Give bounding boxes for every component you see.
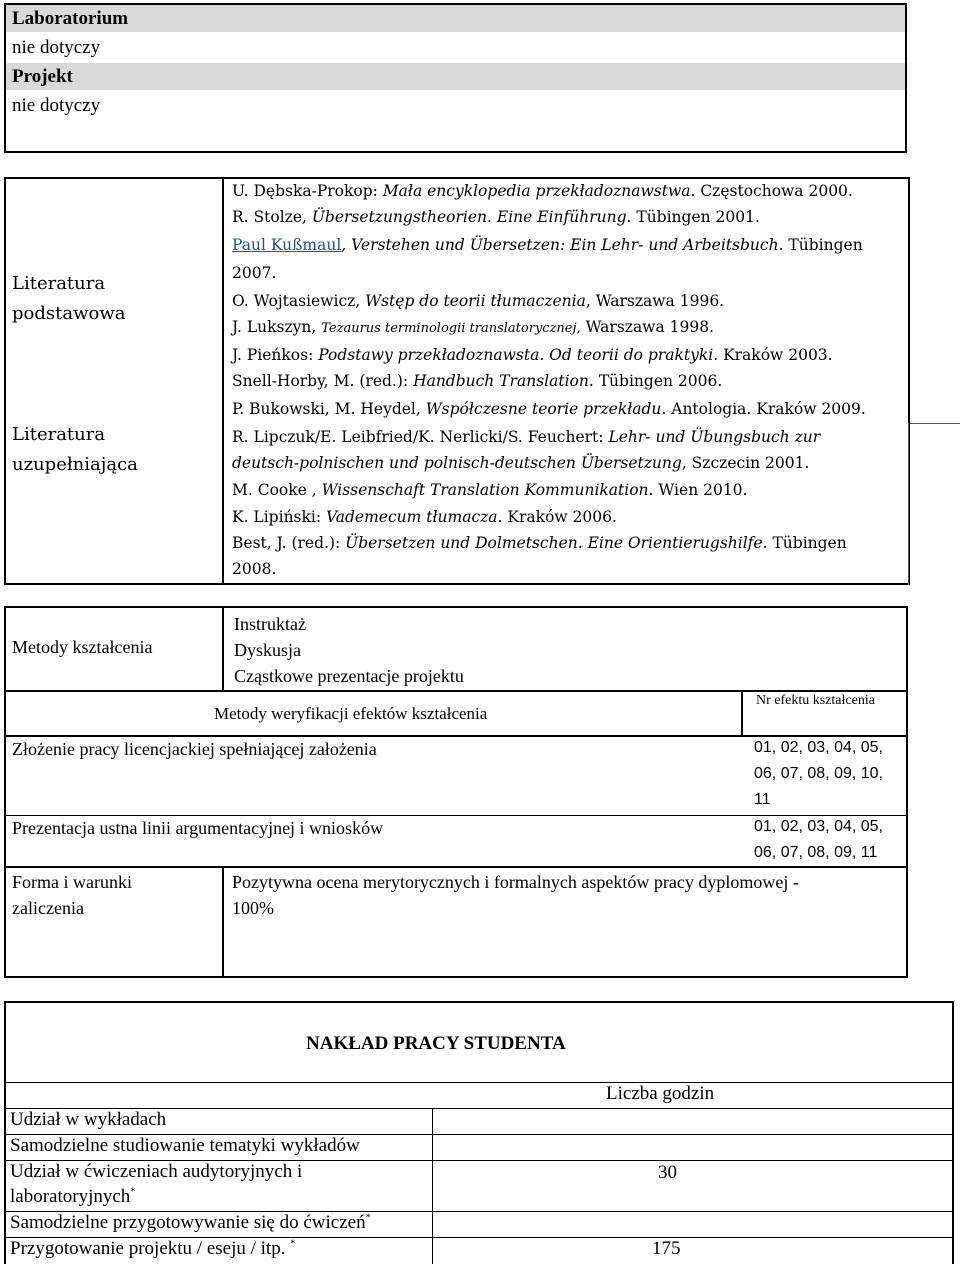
workload-row-label — [10, 1186, 135, 1208]
entry-author: Best, J. (red.): — [232, 534, 346, 552]
entry-author: J. Lukszyn, — [232, 318, 322, 336]
form-value-1: Pozytywna ocena merytorycznych i formalnych aspektów pracy dyplomowej - — [232, 872, 799, 892]
entry-author: R. Lipczuk/E. Leibfried/K. Nerlicki/S. Feuchert: — [232, 428, 609, 446]
entry-title: , Verstehen und Übersetzen: Ein Lehr- und Arbeitsbuch — [341, 236, 779, 254]
basic-entry-continued — [232, 260, 276, 286]
entry-title: Lehr- und Übungsbuch zur — [608, 428, 821, 446]
basic-entry — [232, 178, 853, 204]
entry-title: Podstawy przekładoznawsta. Od teorii do praktyki — [318, 346, 714, 364]
basic-label-1: Literatura — [12, 273, 106, 294]
entry-rest: . Częstochowa 2000. — [690, 182, 853, 200]
entry-author: U. Dębska-Prokop: — [232, 182, 383, 200]
supp-entry — [232, 530, 847, 556]
row-label-text: laboratoryjnych — [10, 1186, 131, 1207]
entry-rest: 2008. — [232, 560, 277, 578]
supp-label-1: Literatura — [12, 424, 106, 445]
method-item: Cząstkowe prezentacje projektu — [234, 666, 464, 686]
form-value-2: 100% — [232, 898, 274, 918]
verification-method: Złożenie pracy licencjackiej spełniającej założenia — [12, 739, 377, 759]
entry-title: Współczesne teorie przekładu — [425, 400, 662, 418]
basic-entry — [232, 342, 833, 368]
hours-header: Liczba godzin — [606, 1083, 715, 1104]
literature-outer-line — [910, 423, 960, 424]
entry-author: O. Wojtasiewicz, — [232, 292, 366, 310]
entry-rest: . Tübingen — [778, 236, 863, 254]
entry-title: Wstęp do teorii tłumaczenia — [365, 292, 586, 310]
workload-row-label — [10, 1135, 360, 1157]
entry-author: P. Bukowski, M. Heydel, — [232, 400, 426, 418]
workload-row-label — [10, 1212, 371, 1234]
row-label-text: Przygotowanie projektu / eseju / itp. — [10, 1238, 291, 1259]
verification-header: Metody weryfikacji efektów kształcenia — [214, 704, 488, 723]
supp-entry-continued — [232, 556, 276, 582]
form-label-1: Forma i warunki — [12, 872, 132, 892]
entry-title: deutsch-polnischen und polnisch-deutschen Übersetzung — [232, 454, 682, 472]
workload-table-top — [6, 1082, 954, 1083]
row-label-text: Udział w ćwiczeniach audytoryjnych i — [10, 1161, 303, 1182]
row-label-text: Samodzielne studiowanie tematyki wykładów — [10, 1135, 360, 1156]
entry-author: Snell-Horby, M. (red.): — [232, 372, 414, 390]
supp-label-2: uzupełniająca — [12, 454, 138, 475]
basic-entry — [232, 232, 863, 258]
workload-row-label — [10, 1238, 295, 1260]
row-label-text: Udział w wykładach — [10, 1109, 167, 1130]
project-header: Projekt — [12, 66, 73, 87]
basic-entry — [232, 368, 722, 394]
methods-bottom-line — [4, 690, 908, 692]
entry-rest: . Wien 2010. — [648, 481, 748, 499]
form-divider — [222, 866, 224, 978]
form-label-2: zaliczenia — [12, 898, 84, 918]
entry-author: R. Stolze, — [232, 208, 312, 226]
basic-entry — [232, 288, 724, 314]
entry-author: J. Pieńkos: — [232, 346, 319, 364]
effect-no-divider — [741, 690, 743, 737]
project-header-bg — [6, 63, 905, 90]
lab-header: Laboratorium — [12, 8, 129, 29]
basic-entry — [232, 314, 714, 340]
supp-entry-continued — [232, 450, 809, 476]
methods-divider — [222, 606, 224, 691]
entry-rest: Warszawa 1998. — [580, 318, 714, 336]
kussmaul-link[interactable]: Paul Kußmaul — [232, 236, 342, 254]
entry-rest: . Kraków 2006. — [497, 508, 617, 526]
literature-column-divider — [222, 177, 224, 585]
entry-title: Mała encyklopedia przekładoznawstwa — [382, 182, 691, 200]
workload-hours: 30 — [658, 1162, 677, 1183]
entry-rest: . Tübingen 2006. — [588, 372, 723, 390]
footnote-star: * — [365, 1212, 371, 1224]
entry-author: M. Cooke , — [232, 481, 322, 499]
form-top-line — [4, 866, 908, 868]
method-item: Dyskusja — [234, 640, 301, 660]
entry-rest: 2007. — [232, 264, 277, 282]
entry-rest: . Tübingen — [762, 534, 847, 552]
footnote-star: * — [290, 1238, 296, 1250]
effect-numbers: 11 — [754, 791, 771, 808]
methods-label: Metody kształcenia — [12, 637, 153, 657]
effect-no-header: Nr efektu kształcenia — [756, 693, 875, 708]
entry-title: Übersetzen und Dolmetschen. Eine Orientierugshilfe — [345, 534, 763, 552]
supp-entry — [232, 477, 747, 503]
workload-row-label — [10, 1161, 302, 1183]
basic-label-2: podstawowa — [12, 303, 126, 324]
basic-entry — [232, 396, 866, 422]
effect-numbers: 01, 02, 03, 04, 05, — [754, 739, 883, 756]
literature-right-divider — [908, 423, 909, 585]
entry-title: Vademecum tłumacza — [326, 508, 498, 526]
entry-rest: . Kraków 2003. — [713, 346, 833, 364]
footnote-star: * — [130, 1186, 136, 1198]
effect-numbers: 06, 07, 08, 09, 11 — [754, 844, 878, 861]
verification-header-line — [4, 735, 908, 737]
lab-header-bg — [6, 5, 905, 32]
entry-title: Wissenschaft Translation Kommunikation — [321, 481, 649, 499]
entry-author: K. Lipiński: — [232, 508, 326, 526]
entry-rest: , Warszawa 1996. — [585, 292, 725, 310]
entry-title: Handbuch Translation — [413, 372, 589, 390]
effect-numbers: 01, 02, 03, 04, 05, — [754, 818, 883, 835]
row-label-text: Samodzielne przygotowywanie się do ćwiczeń — [10, 1212, 366, 1233]
verification-row-line — [4, 815, 908, 816]
supp-entry — [232, 504, 617, 530]
supp-entry — [232, 424, 820, 450]
entry-rest: . Antologia. Kraków 2009. — [661, 400, 866, 418]
workload-hours-divider — [432, 1108, 433, 1264]
lab-value: nie dotyczy — [12, 37, 101, 58]
workload-row-label — [10, 1109, 166, 1131]
entry-rest: , Szczecin 2001. — [681, 454, 810, 472]
methods-section — [4, 606, 908, 978]
entry-title: Tezaurus terminologii translatorycznej, — [321, 321, 581, 336]
entry-title: Übersetzungstheorien. Eine Einführung — [311, 208, 627, 226]
basic-entry — [232, 204, 760, 230]
workload-title: NAKŁAD PRACY STUDENTA — [306, 1033, 566, 1054]
project-value: nie dotyczy — [12, 95, 101, 116]
workload-hours: 175 — [652, 1238, 681, 1259]
method-item: Instruktaż — [234, 614, 306, 634]
effect-numbers: 06, 07, 08, 09, 10, — [754, 765, 883, 782]
entry-rest: . Tübingen 2001. — [626, 208, 760, 226]
verification-method: Prezentacja ustna linii argumentacyjnej i wniosków — [12, 818, 384, 838]
